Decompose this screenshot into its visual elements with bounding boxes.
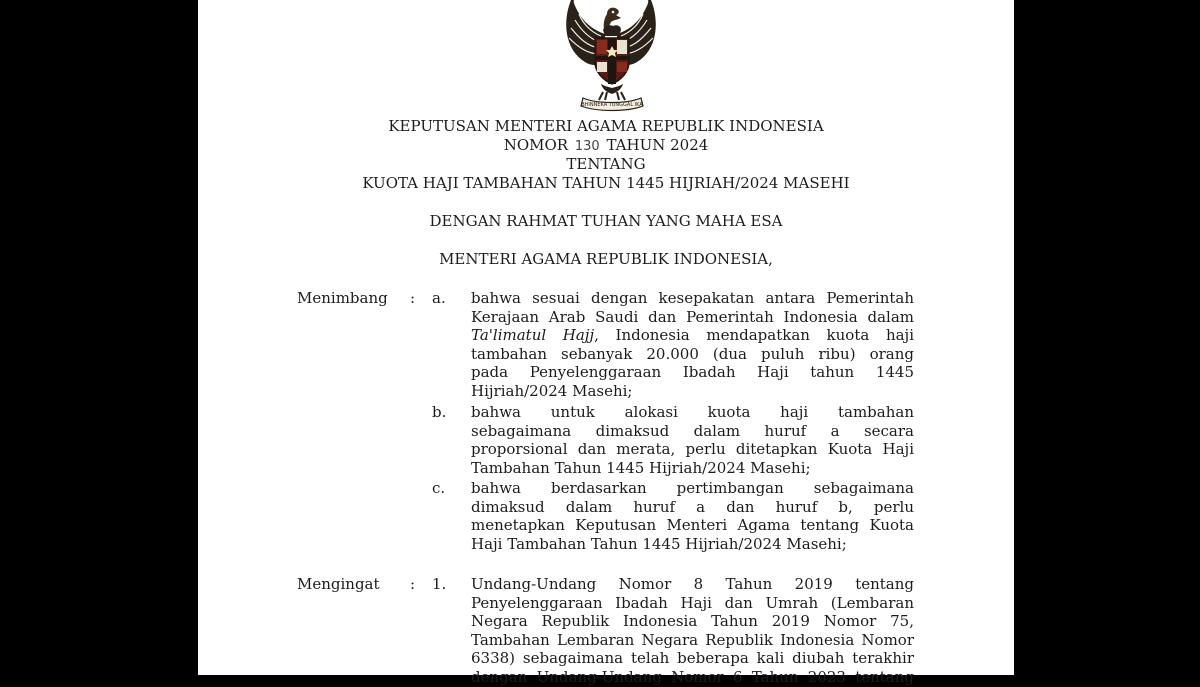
mengingat-1-text: [471, 575, 914, 687]
menimbang-a-marker: a.: [432, 289, 446, 307]
text-line: dimaksud dalam huruf a dan huruf b, perlu: [471, 497, 914, 516]
mengingat-label: Mengingat: [297, 575, 380, 593]
text-line: tambahan sebanyak 20.000 (dua puluh ribu) orang: [471, 344, 914, 363]
text-line: Tambahan Tahun 1445 Hijriah/2024 Masehi;: [471, 458, 811, 477]
text-line: Undang-Undang Nomor 8 Tahun 2019 tentang: [471, 575, 914, 593]
text-line: Negara Republik Indonesia Tahun 2019 Nomor 75,: [471, 612, 914, 631]
document-page: [198, 0, 1014, 686]
nomor-value: 130: [574, 139, 600, 154]
rahmat-line: DENGAN RAHMAT TUHAN YANG MAHA ESA: [429, 212, 783, 230]
svg-text:BHINNEKA TUNGGAL IKA: BHINNEKA TUNGGAL IKA: [581, 102, 643, 108]
text-line: bahwa berdasarkan pertimbangan sebagaimana: [471, 479, 914, 497]
mengingat-1-marker: 1.: [432, 575, 447, 593]
menteri-line: MENTERI AGAMA REPUBLIK INDONESIA,: [439, 250, 773, 268]
menimbang-c-marker: c.: [432, 479, 446, 497]
text-line: pada Penyelenggaraan Ibadah Haji tahun 1445: [471, 363, 914, 382]
text-line: bahwa untuk alokasi kuota haji tambahan: [471, 403, 914, 421]
mengingat-colon: :: [410, 575, 416, 593]
decree-number-line: [198, 136, 1014, 156]
text-line: Hijriah/2024 Masehi;: [471, 381, 633, 400]
text-line-italic: Ta'limatul Hajj, Indonesia mendapatkan kuota haji: [471, 326, 914, 345]
text-line: Penyelenggaraan Ibadah Haji dan Umrah (Lembaran: [471, 593, 914, 612]
menimbang-c-text: [471, 479, 914, 553]
text-line: sebagaimana dimaksud dalam huruf a secara: [471, 421, 914, 440]
text-line: Kerajaan Arab Saudi dan Pemerintah Indonesia dalam: [471, 307, 914, 326]
decree-title: KEPUTUSAN MENTERI AGAMA REPUBLIK INDONESIA: [388, 117, 824, 135]
text-line: proporsional dan merata, perlu ditetapkan Kuota Haji: [471, 440, 914, 459]
menimbang-b-text: [471, 403, 914, 477]
menimbang-a-text: [471, 289, 914, 401]
text-line: menetapkan Keputusan Menteri Agama tentang Kuota: [471, 516, 914, 535]
nomor-prefix: NOMOR: [503, 136, 569, 154]
text-line: Tambahan Lembaran Negara Republik Indonesia Nomor: [471, 630, 914, 649]
menimbang-label: Menimbang: [297, 289, 388, 307]
menimbang-colon: :: [410, 289, 416, 307]
tentang-heading: TENTANG: [566, 155, 646, 173]
menimbang-b-marker: b.: [432, 403, 447, 421]
text-line: bahwa sesuai dengan kesepakatan antara Pemerintah: [471, 289, 914, 307]
text-line: 6338) sebagaimana telah beberapa kali diubah terakhir: [471, 649, 914, 668]
text-line: dengan Undang-Undang Nomor 6 Tahun 2023 tentang: [471, 667, 914, 686]
decree-subject: KUOTA HAJI TAMBAHAN TAHUN 1445 HIJRIAH/2024 MASEHI: [362, 174, 850, 192]
text-line: Haji Tambahan Tahun 1445 Hijriah/2024 Masehi;: [471, 534, 847, 553]
nomor-suffix: TAHUN 2024: [606, 136, 709, 154]
garuda-emblem-icon: [553, 0, 669, 112]
